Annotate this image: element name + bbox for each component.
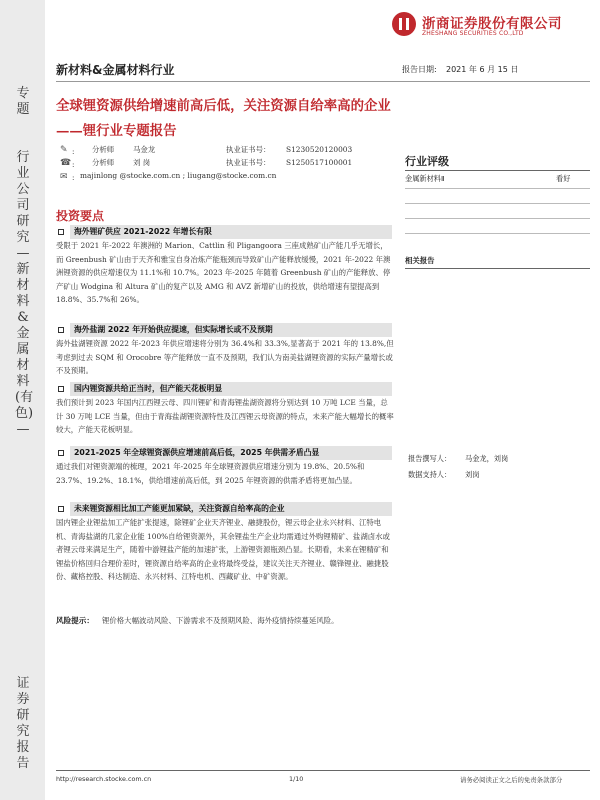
section-4-heading: 2021-2025 年全球锂资源供应增速前高后低，2025 年供需矛盾凸显 [74, 448, 320, 457]
section-4-bullet [58, 450, 64, 456]
company-name-en: ZHESHANG SECURITIES CO.,LTD [422, 30, 524, 37]
rating-divider [405, 170, 590, 171]
section-2-body: 海外盐湖锂资源 2022 年-2023 年供应增速将分别为 36.4%和 33.3%,显著高于 2021 年的 13.8%,但考虑到过去 SQM 和 Orocobre 等产能释放一直不及预期，我们认为南美盐湖锂资源的实际产量增长或不及预期。 [56, 339, 394, 376]
analyst-1-role: 分析师 [92, 145, 115, 154]
section-1-bullet [58, 229, 64, 235]
investment-summary-title: 投资要点 [56, 209, 105, 223]
sidebar-category-label: 行业公司研究—新材料&金属材料(有色)— [15, 150, 34, 437]
section-3-heading: 国内锂资源共给正当时，但产能天花板明显 [74, 384, 223, 393]
company-name-cn: 浙商证券股份有限公司 [422, 16, 562, 32]
analyst-1-colon: : [72, 147, 75, 156]
report-title: 全球锂资源供给增速前高后低，关注资源自给率高的企业 [56, 98, 391, 114]
related-divider [405, 268, 590, 269]
sidebar-topic-label: 专题 [16, 86, 30, 117]
analyst-1-name: 马金龙 [133, 145, 156, 154]
analyst-2-name: 刘 岗 [133, 158, 151, 167]
analyst-2-cert-label: 执业证书号： [226, 158, 271, 167]
section-5-bullet [58, 506, 64, 512]
page-number: 1/10 [289, 775, 304, 783]
report-date: 2021 年 6 月 15 日 [446, 65, 519, 74]
footer-divider [56, 770, 590, 771]
rating-title: 行业评级 [405, 155, 449, 168]
section-3-body: 我们预计到 2023 年国内江西锂云母、四川锂矿和青海锂盐湖资源将分别达到 10 万吨 LCE 当量，总计 30 万吨 LCE 当量，但由于青海盐湖锂资源特性及江西锂云母资源的特点，未来产能大幅增长的概率较大，产能天花板明显。 [56, 398, 394, 435]
section-3-bullet [58, 386, 64, 392]
analyst-1-cert: S1230520120003 [286, 145, 353, 154]
footer-disclaimer: 请务必阅读正文之后的免责条款部分 [460, 776, 563, 784]
rule-1 [405, 188, 590, 189]
footer-url[interactable]: http://research.stocke.com.cn [56, 775, 152, 783]
risk-text: 锂价格大幅波动风险、下游需求不及预期风险、海外疫情持续蔓延风险。 [102, 616, 339, 625]
rule-2 [405, 203, 590, 204]
related-reports-title: 相关报告 [405, 256, 435, 265]
section-5-heading: 未来锂资源相比加工产能更加紧缺，关注资源自给率高的企业 [74, 504, 285, 513]
analyst-emails[interactable]: majinlong @stocke.com.cn ; liugang@stocke.com.cn [80, 171, 277, 180]
analyst-1-cert-label: 执业证书号： [226, 145, 271, 154]
risk-label: 风险提示： [56, 616, 94, 625]
section-1-heading: 海外锂矿供应 2021-2022 年增长有限 [74, 227, 212, 236]
author-label: 报告撰写人： [408, 454, 452, 463]
rating-value: 看好 [556, 174, 571, 183]
rule-4 [405, 233, 590, 234]
author-names: 马金龙，刘岗 [465, 454, 509, 463]
analyst-2-role: 分析师 [92, 158, 115, 167]
header-divider [56, 81, 590, 82]
section-5-body: 国内锂企业锂盐加工产能扩张提速，除锂矿企业天齐锂业、融捷股份，锂云母企业永兴材料、江特电机、青海盐湖的几家企业能 100%自给锂资源外，其余锂盐生产企业均需通过外购锂精矿、盐湖卤水或者锂云母来满足生产，随着中游锂盐产能的加速扩张，上游锂资源瓶颈凸显。长期看，未来在锂精矿和锂盐价格回归合理价差时，锂资源自给率高的企业将最终受益，建议关注天齐锂业、赣锋锂业、融捷股份、藏格控股、科达制造、永兴材料、江特电机、西藏矿业、中矿资源。 [56, 518, 390, 582]
sidebar-report-type: 证券研究报告 [16, 676, 30, 771]
analyst-2-colon: : [72, 160, 75, 169]
support-label: 数据支持人： [408, 470, 452, 479]
rating-sector: 金属新材料Ⅱ [405, 174, 445, 183]
report-subtitle: ——锂行业专题报告 [56, 123, 177, 139]
pen-icon: ✎ [60, 145, 68, 155]
section-2-heading: 海外盐湖 2022 年开始供应提速，但实际增长或不及预期 [74, 325, 273, 334]
rule-3 [405, 218, 590, 219]
company-logo-icon [392, 12, 416, 36]
analyst-2-cert: S1250517100001 [286, 158, 353, 167]
support-name: 刘岗 [465, 470, 480, 479]
section-4-body: 通过我们对锂资源端的梳理，2021 年-2025 年全球锂资源供应增速分别为 19.8%、20.5%和 23.7%、19.2%、18.1%，供给增速前高后低，到 2025 年锂资源的供需矛盾将更加凸显。 [56, 462, 365, 485]
industry-label: 新材料&金属材料行业 [56, 63, 175, 77]
email-colon: : [72, 173, 75, 182]
mail-icon: ✉ [60, 172, 68, 182]
section-1-body: 受限于 2021 年-2022 年澳洲的 Marion、Cattlin 和 Pligangoora 三座成熟矿山产能几乎无增长，而 Greenbush 矿山由于天齐和雅宝自身冶炼产能瓶颈而导致矿山产能释放缓慢，2021 年-2022 年澳洲锂资源的供应增速仅为 11.1%和 10.7%。2023 年-2025 年随着 Greenbush 矿山的产能释放、停产矿山 Wodgina 和 Altura 矿山的复产以及 AMG 和 AVZ 新增矿山的投放，供给增速有望提高到 18.8%、35.7%和 26%。 [56, 241, 391, 305]
section-2-bullet [58, 327, 64, 333]
phone-icon: ☎ [60, 158, 72, 168]
report-date-label: 报告日期: [402, 65, 437, 74]
